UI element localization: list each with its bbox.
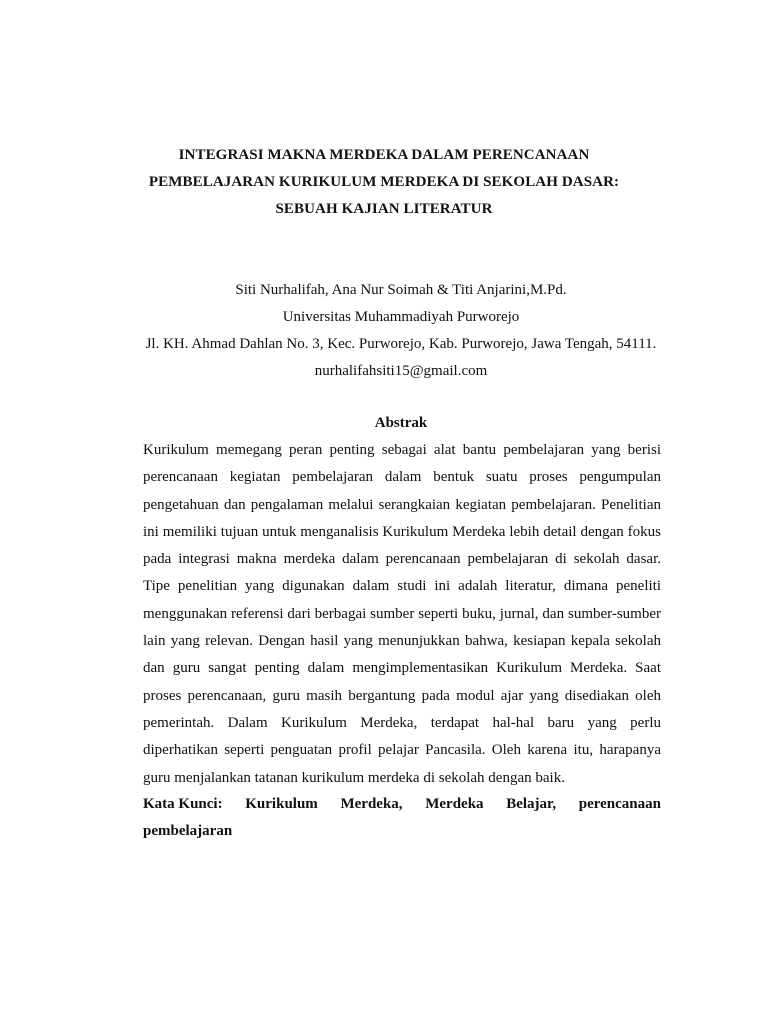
title-line-2: PEMBELAJARAN KURIKULUM MERDEKA DI SEKOLAH DASAR:	[148, 174, 620, 190]
title-line-1: INTEGRASI MAKNA MERDEKA DALAM PERENCANAAN	[178, 147, 590, 163]
author-block	[0, 277, 768, 385]
keywords-line-2: pembelajaran	[143, 823, 233, 839]
abstract-line: diperhatikan seperti penguatan profil pelajar Pancasila. Oleh karena itu, harapanya	[143, 742, 661, 759]
abstract-line: lain yang relevan. Dengan hasil yang menunjukkan bahwa, kesiapan kepala sekolah	[143, 633, 661, 650]
title-line-3: SEBUAH KAJIAN LITERATUR	[275, 201, 493, 217]
abstract-line: perencanaan kegiatan pembelajaran dalam bentuk suatu proses pengumpulan	[143, 469, 661, 486]
abstract-line: pengetahuan dan pengalaman melalui serangkaian kegiatan pembelajaran. Penelitian	[143, 496, 661, 513]
keywords-label: Kata Kunci:	[143, 796, 223, 812]
keyword-term: Kurikulum	[245, 796, 318, 812]
paper-title	[0, 142, 768, 223]
abstract-heading: Abstrak	[374, 415, 428, 431]
address: Jl. KH. Ahmad Dahlan No. 3, Kec. Purworejo, Kab. Purworejo, Jawa Tengah, 54111.	[145, 336, 657, 352]
email: nurhalifahsiti15@gmail.com	[314, 363, 488, 379]
keyword-term: Belajar,	[506, 796, 557, 812]
keyword-term: Merdeka,	[340, 796, 403, 812]
abstract-line: ini memiliki tujuan untuk menganalisis Kurikulum Merdeka lebih detail dengan fokus	[143, 523, 661, 540]
keywords-line-1	[143, 791, 661, 818]
abstract-line: dan guru sangat penting dalam mengimplementasikan Kurikulum Merdeka. Saat	[143, 660, 661, 677]
keyword-term: perencanaan	[578, 796, 661, 812]
abstract-line: guru menjalankan tatanan kurikulum merdeka di sekolah dengan baik.	[143, 769, 565, 786]
abstract-line: Tipe penelitian yang digunakan dalam studi ini adalah literatur, dimana peneliti	[143, 578, 661, 595]
abstract-line: menggunakan referensi dari berbagai sumber seperti buku, jurnal, dan sumber-sumber	[143, 605, 661, 622]
abstract-line: pada integrasi makna merdeka dalam perencanaan pembelajaran di sekolah dasar.	[143, 551, 661, 568]
keyword-term: Merdeka	[425, 796, 484, 812]
abstract-line: proses perencanaan, guru masih bergantung pada modul ajar yang disediakan oleh	[143, 687, 661, 704]
abstract-line: Kurikulum memegang peran penting sebagai alat bantu pembelajaran yang berisi	[143, 442, 661, 458]
keywords-block	[143, 791, 661, 845]
author-names: Siti Nurhalifah, Ana Nur Soimah & Titi Anjarini,M.Pd.	[235, 282, 567, 298]
abstract-line: pemerintah. Dalam Kurikulum Merdeka, terdapat hal-hal baru yang perlu	[143, 714, 661, 731]
affiliation: Universitas Muhammadiyah Purworejo	[282, 309, 520, 325]
abstract-body	[143, 437, 661, 792]
